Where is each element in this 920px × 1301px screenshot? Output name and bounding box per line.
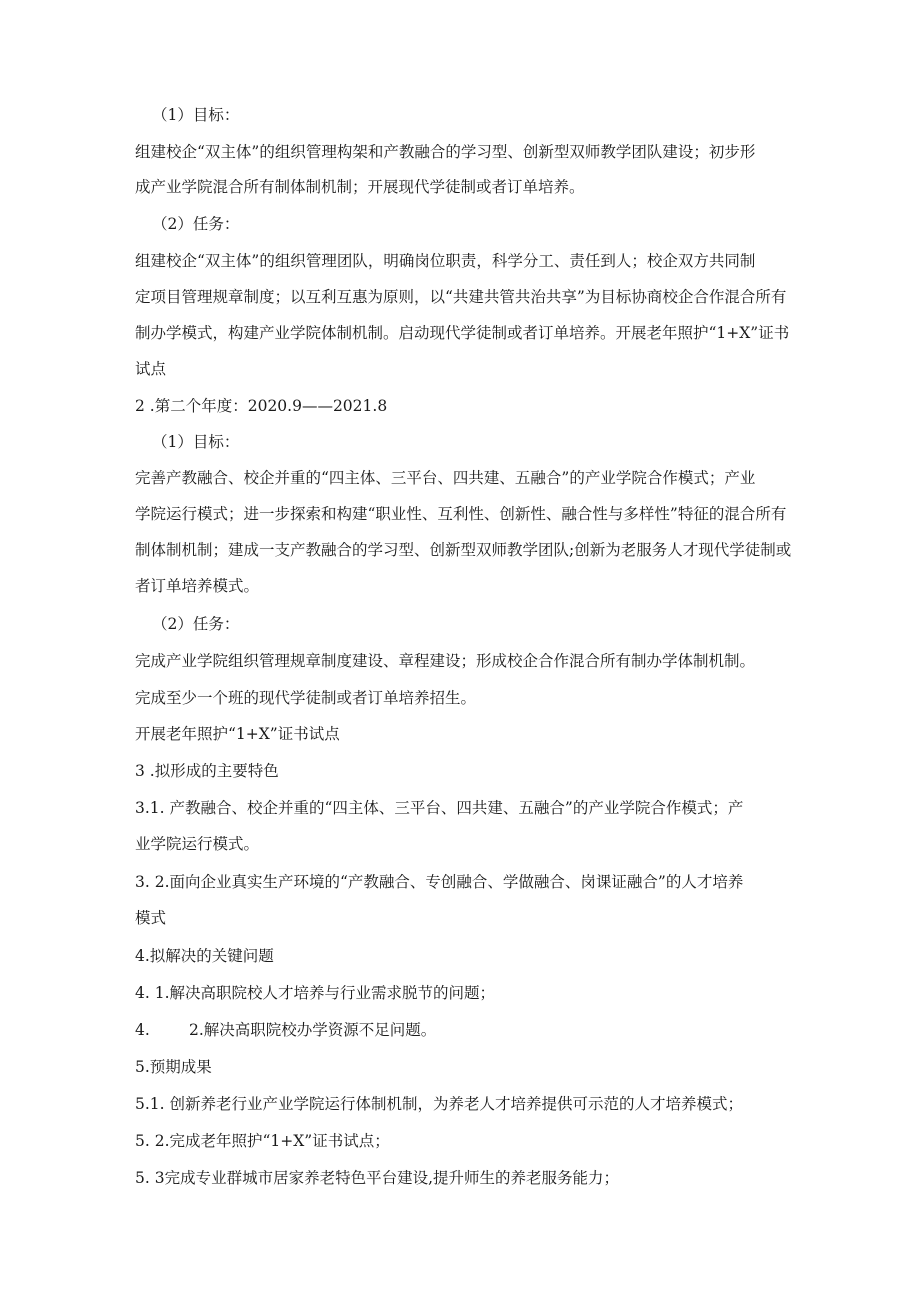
paragraph-line: 制体制机制；建成一支产教融合的学习型、创新型双师教学团队;创新为老服务人才现代学徒制或 bbox=[135, 541, 792, 559]
paragraph-line: 者订单培养模式。 bbox=[135, 577, 260, 595]
section-heading-features: 3 .拟形成的主要特色 bbox=[135, 762, 279, 780]
paragraph-line: 定项目管理规章制度；以互利互惠为原则，以“共建共管共治共享”为目标协商校企合作混合所有 bbox=[135, 288, 787, 306]
item-number: 4. bbox=[135, 1021, 150, 1039]
section-heading-outcomes: 5.预期成果 bbox=[135, 1058, 212, 1076]
paragraph-line: 试点 bbox=[135, 360, 167, 378]
paragraph-line: 业学院运行模式。 bbox=[135, 835, 260, 853]
paragraph-line: 完成产业学院组织管理规章制度建设、章程建设；形成校企合作混合所有制办学体制机制。 bbox=[135, 652, 756, 670]
paragraph-line: 学院运行模式；进一步探索和构建“职业性、互利性、创新性、融合性与多样性”特征的混合所有 bbox=[135, 505, 787, 523]
task-heading-1: （2）任务： bbox=[152, 215, 240, 233]
paragraph-line: 组建校企“双主体”的组织管理团队，明确岗位职责，科学分工、责任到人；校企双方共同制 bbox=[135, 252, 756, 270]
paragraph-line: 4. 1.解决高职院校人才培养与行业需求脱节的问题； bbox=[135, 984, 496, 1002]
paragraph-line: 5. 3完成专业群城市居家养老特色平台建设,提升师生的养老服务能力； bbox=[135, 1169, 620, 1187]
paragraph-line: 完善产教融合、校企并重的“四主体、三平台、四共建、五融合”的产业学院合作模式；产业 bbox=[135, 469, 756, 487]
paragraph-line: 3.1. 产教融合、校企并重的“四主体、三平台、四共建、五融合”的产业学院合作模式；产 bbox=[135, 799, 744, 817]
task-heading-2: （2）任务： bbox=[152, 615, 240, 633]
paragraph-line: 组建校企“双主体”的组织管理构架和产教融合的学习型、创新型双师教学团队建设；初步形 bbox=[135, 143, 756, 161]
item-text: 2.解决高职院校办学资源不足问题。 bbox=[189, 1021, 437, 1039]
goal-heading-1: （1）目标： bbox=[152, 106, 240, 124]
paragraph-line: 制办学模式，构建产业学院体制机制。启动现代学徒制或者订单培养。开展老年照护“1+X”证书 bbox=[135, 324, 790, 342]
paragraph-line: 5.1. 创新养老行业产业学院运行体制机制，为养老人才培养提供可示范的人才培养模式； bbox=[135, 1095, 744, 1113]
paragraph-line: 3. 2.面向企业真实生产环境的“产教融合、专创融合、学做融合、岗课证融合”的人才培养 bbox=[135, 873, 744, 891]
paragraph-line bbox=[135, 1020, 835, 1040]
goal-heading-2: （1）目标： bbox=[152, 433, 240, 451]
paragraph-line: 模式 bbox=[135, 909, 167, 927]
section-heading-year-2: 2 .第二个年度：2020.9——2021.8 bbox=[135, 397, 388, 415]
paragraph-line: 开展老年照护“1+X”证书试点 bbox=[135, 725, 340, 743]
section-heading-key-problems: 4.拟解决的关键问题 bbox=[135, 947, 274, 965]
paragraph-line: 5. 2.完成老年照护“1+X”证书试点； bbox=[135, 1132, 390, 1150]
paragraph-line: 完成至少一个班的现代学徒制或者订单培养招生。 bbox=[135, 689, 477, 707]
paragraph-line: 成产业学院混合所有制体制机制；开展现代学徒制或者订单培养。 bbox=[135, 178, 585, 196]
